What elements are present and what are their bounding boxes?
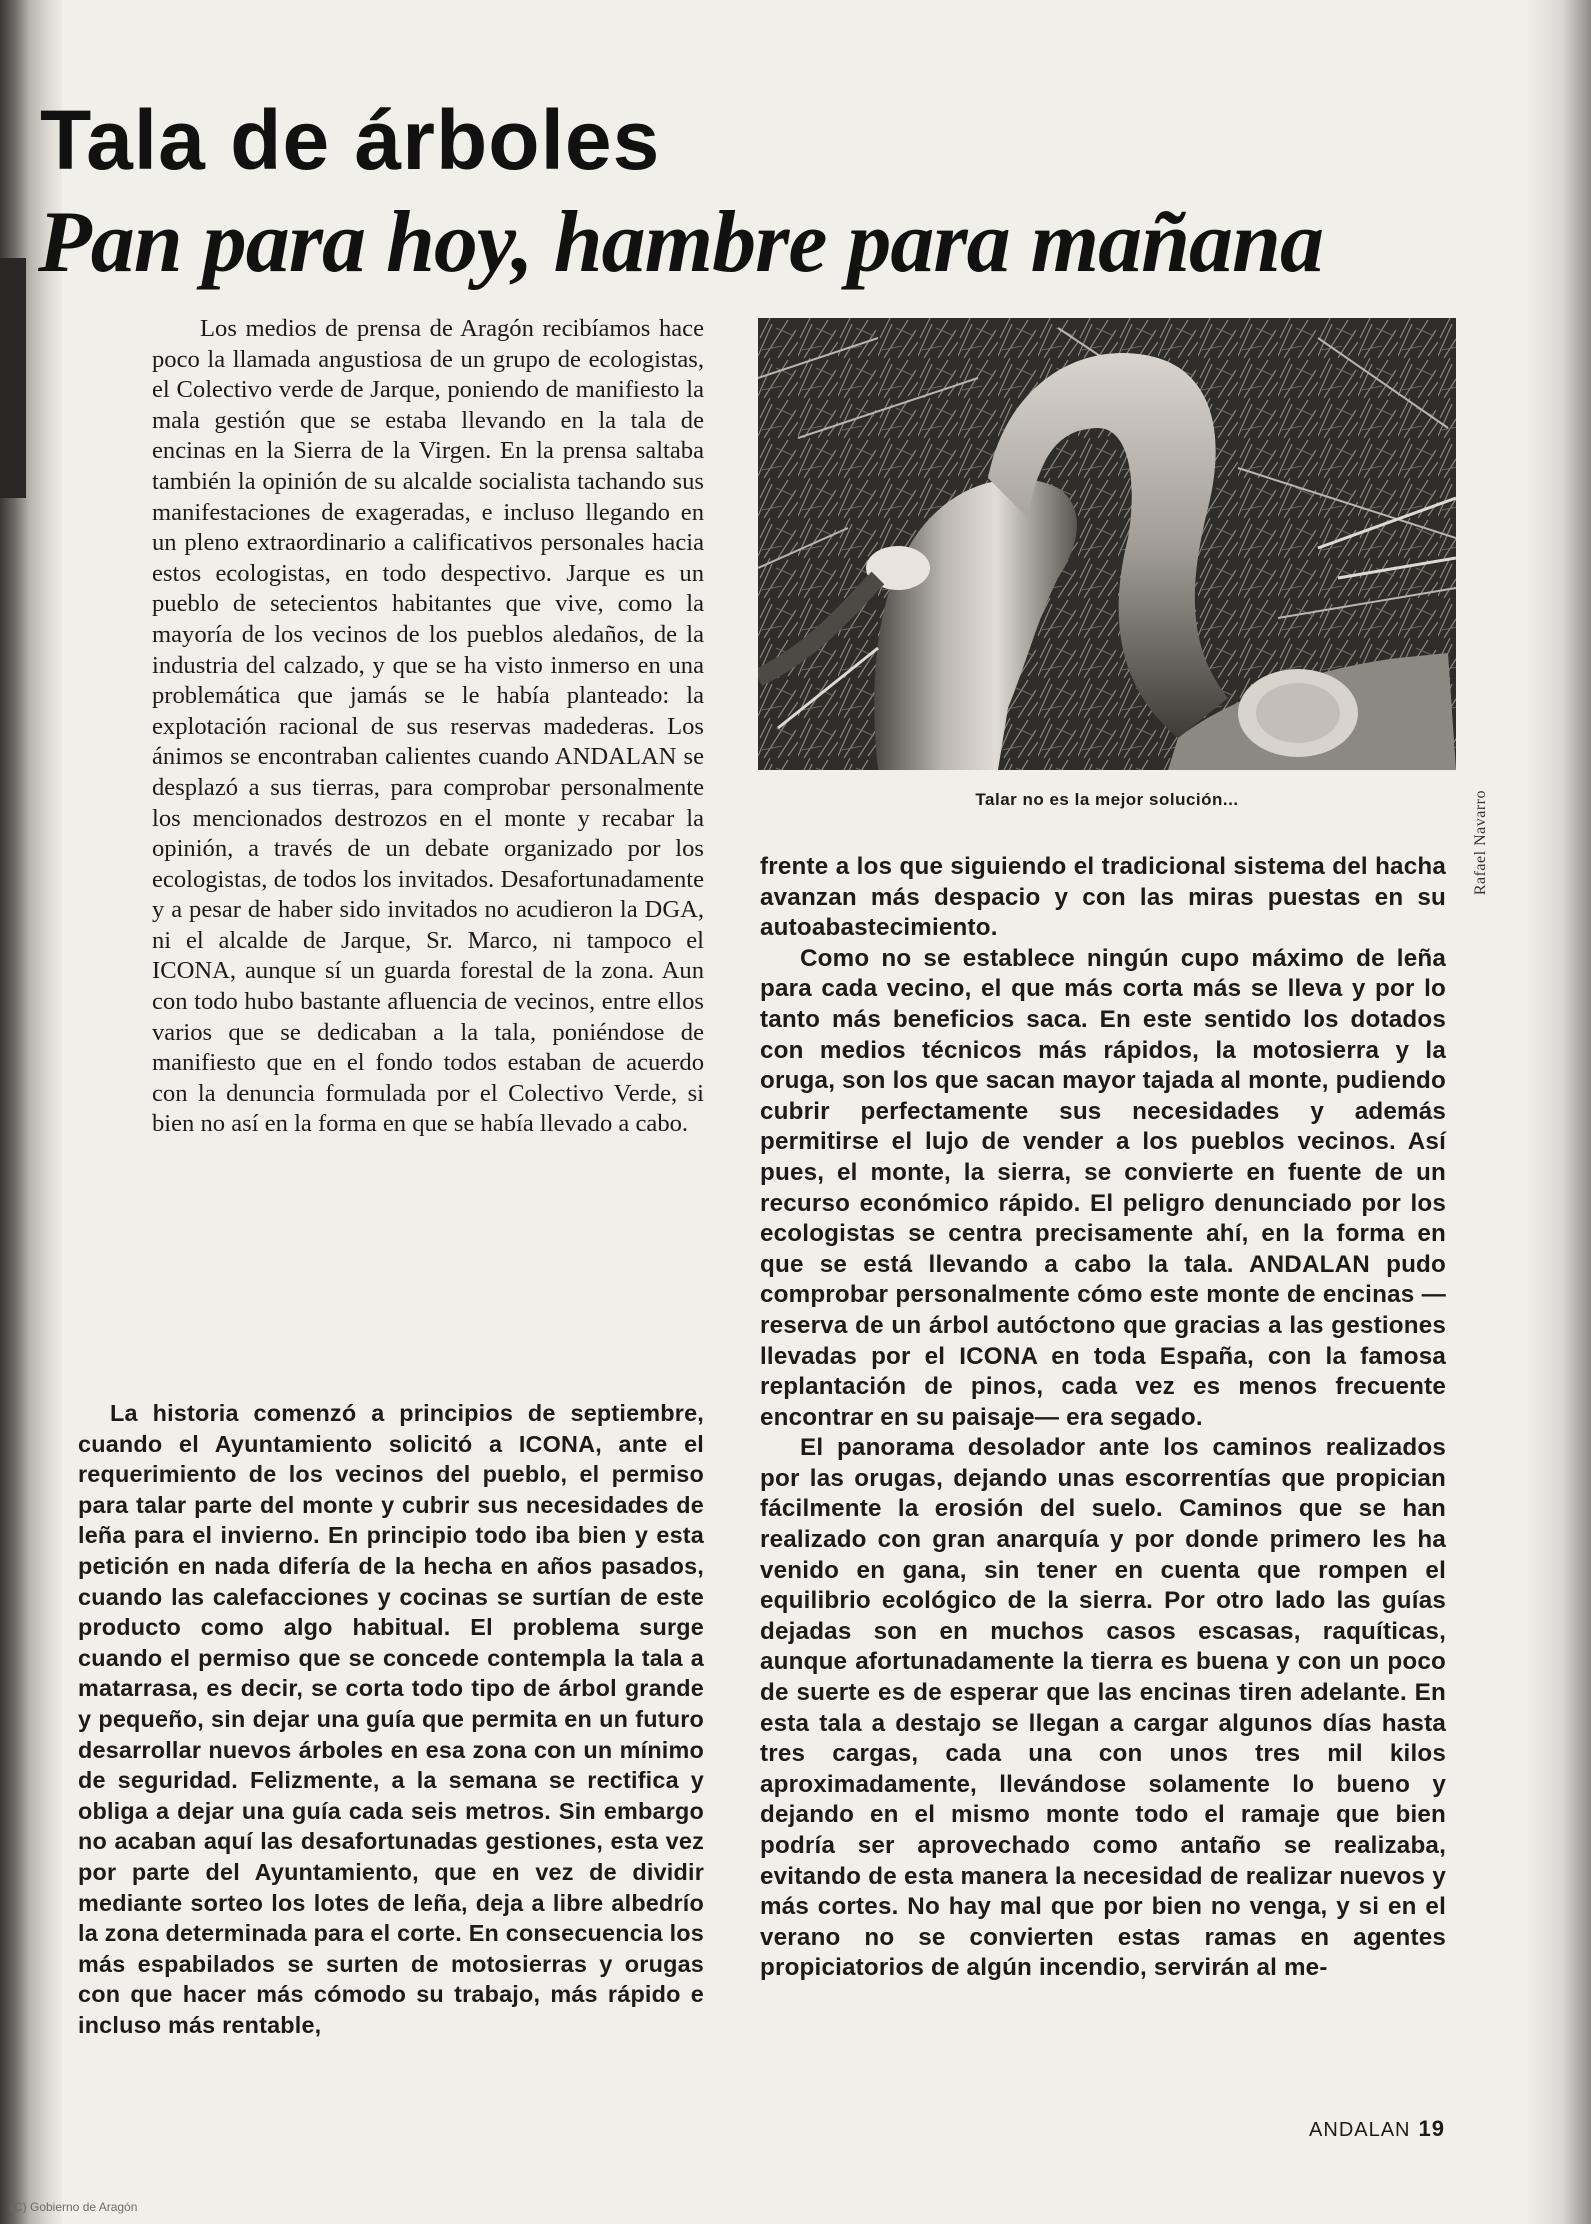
right-body-column: [760, 852, 1446, 1984]
right-body-paragraph: Como no se establece ningún cupo máximo de leña para cada vecino, el que más corta más se lleva y por lo tanto más beneficios saca. En este sentido los dotados con medios técnicos más rápidos, la motosierra y la oruga, son los que sacan mayor tajada al monte, pudiendo cubrir perfectamente sus necesidades y además permitirse el lujo de vender a los pueblos vecinos. Así pues, el monte, la sierra, se convierte en fuente de un recurso económico rápido. El peligro denunciado por los ecologistas se centra precisamente ahí, en la forma en que se está llevando a cabo la tala. ANDALAN pudo comprobar personalmente cómo este monte de encinas —reserva de un árbol autóctono que gracias a las gestiones llevadas por el ICONA en toda España, con la famosa replantación de pinos, cada vez es menos frecuente encontrar en su paisaje— era segado.: [760, 944, 1446, 1431]
adjacent-page-tab: [0, 258, 26, 498]
publication-name: ANDALAN: [1309, 2119, 1411, 2141]
felled-oak-photo-illustration: [758, 318, 1456, 770]
copyright-notice: (C) Gobierno de Aragón: [10, 2200, 138, 2214]
article-kicker: Tala de árboles: [40, 93, 661, 187]
photo-credit: Rafael Navarro: [1472, 790, 1489, 896]
right-body-paragraph: El panorama desolador ante los caminos realizados por las orugas, dejando unas escorrentías que propician fácilmente la erosión del suelo. Caminos que se han realizado con gran anarquía y por donde primero les ha venido en gana, sin tener en cuenta que rompen el equilibrio ecológico de la sierra. Por otro lado las guías dejadas son en muchos casos escasas, raquíticas, aunque afortunadamente la tierra es buena y con un poco de suerte es de esperar que las encinas tiren adelante. En esta tala a destajo se llegan a cargar algunos días hasta tres cargas, cada una con unos tres mil kilos aproximadamente, llevándose solamente lo bueno y dejando en el mismo monte todo el ramaje que bien podría ser aprovechado como antaño se realizaba, evitando de esta manera la necesidad de realizar nuevos y más cortes. No hay mal que por bien no venga, y si en el verano no se convierten estas ramas en agentes propiciatorios de algún incendio, servirán al me-: [760, 1434, 1446, 1982]
left-body-column: [78, 1398, 704, 2040]
photo-caption: Talar no es la mejor solución...: [975, 790, 1239, 809]
intro-paragraph: Los medios de prensa de Aragón recibíamos hace poco la llamada angustiosa de un grupo de ecologistas, el Colectivo verde de Jarque, poniendo de manifiesto la mala gestión que se estaba llevando en la tala de encinas en la Sierra de la Virgen. En la prensa saltaba también la opinión de su alcalde socialista tachando sus manifestaciones de exageradas, e incluso llegando en un pleno extraordinario a calificativos personales hacia estos ecologistas, en todo despectivo. Jarque es un pueblo de setecientos habitantes que vive, como la mayoría de los vecinos de los pueblos aledaños, de la industria del calzado, y que se ha visto inmerso en una problemática que jamás se le había planteado: la explotación racional de sus reservas madederas. Los ánimos se encontraban calientes cuando ANDALAN se desplazó a sus tierras, para comprobar personalmente los mencionados destrozos en el monte y recabar la opinión, a través de un debate organizado por los ecologistas, de todos los invitados. Desafortunadamente y a pesar de haber sido invitados no acudieron la DGA, ni el alcalde de Jarque, Sr. Marco, ni tampoco el ICONA, aunque sí un guarda forestal de la zona. Aun con todo hubo bastante afluencia de vecinos, entre ellos varios que se dedicaban a la tala, poniéndose de manifiesto que en el fondo todos estaban de acuerdo con la denuncia formulada por el Colectivo Verde, si bien no así en la forma en que se había llevado a cabo.: [152, 315, 704, 1138]
article-photo: [758, 318, 1456, 770]
right-body-continuation: frente a los que siguiendo el tradicional sistema del hacha avanzan más despacio y con las miras puestas en su autoabastecimiento.: [760, 853, 1446, 942]
page-edge-shadow: [1529, 0, 1591, 2224]
intro-column: [152, 314, 704, 1140]
page-number: 19: [1418, 2116, 1445, 2141]
page-folio: [1309, 2116, 1445, 2142]
left-body-paragraph: La historia comenzó a principios de septiembre, cuando el Ayuntamiento solicitó a ICONA, ante el requerimiento de los vecinos del pueblo, el permiso para talar parte del monte y cubrir sus necesidades de leña para el invierno. En principio todo iba bien y esta petición en nada difería de la hecha en años pasados, cuando las calefacciones y cocinas se surtían de este producto como algo habitual. El problema surge cuando el permiso que se concede contempla la tala a matarrasa, es decir, se corta todo tipo de árbol grande y pequeño, sin dejar una guía que permita en un futuro desarrollar nuevos árboles en esa zona con un mínimo de seguridad. Felizmente, a la semana se rectifica y obliga a dejar una guía cada seis metros. Sin embargo no acaban aquí las desafortunadas gestiones, esta vez por parte del Ayuntamiento, que en vez de dividir mediante sorteo los lotes de leña, deja a libre albedrío la zona determinada para el corte. En consecuencia los más espabilados se surten de motosierras y orugas con que hacer más cómodo su trabajo, más rápido e incluso más rentable,: [78, 1400, 704, 2038]
article-headline: Pan para hoy, hambre para mañana: [38, 194, 1323, 291]
